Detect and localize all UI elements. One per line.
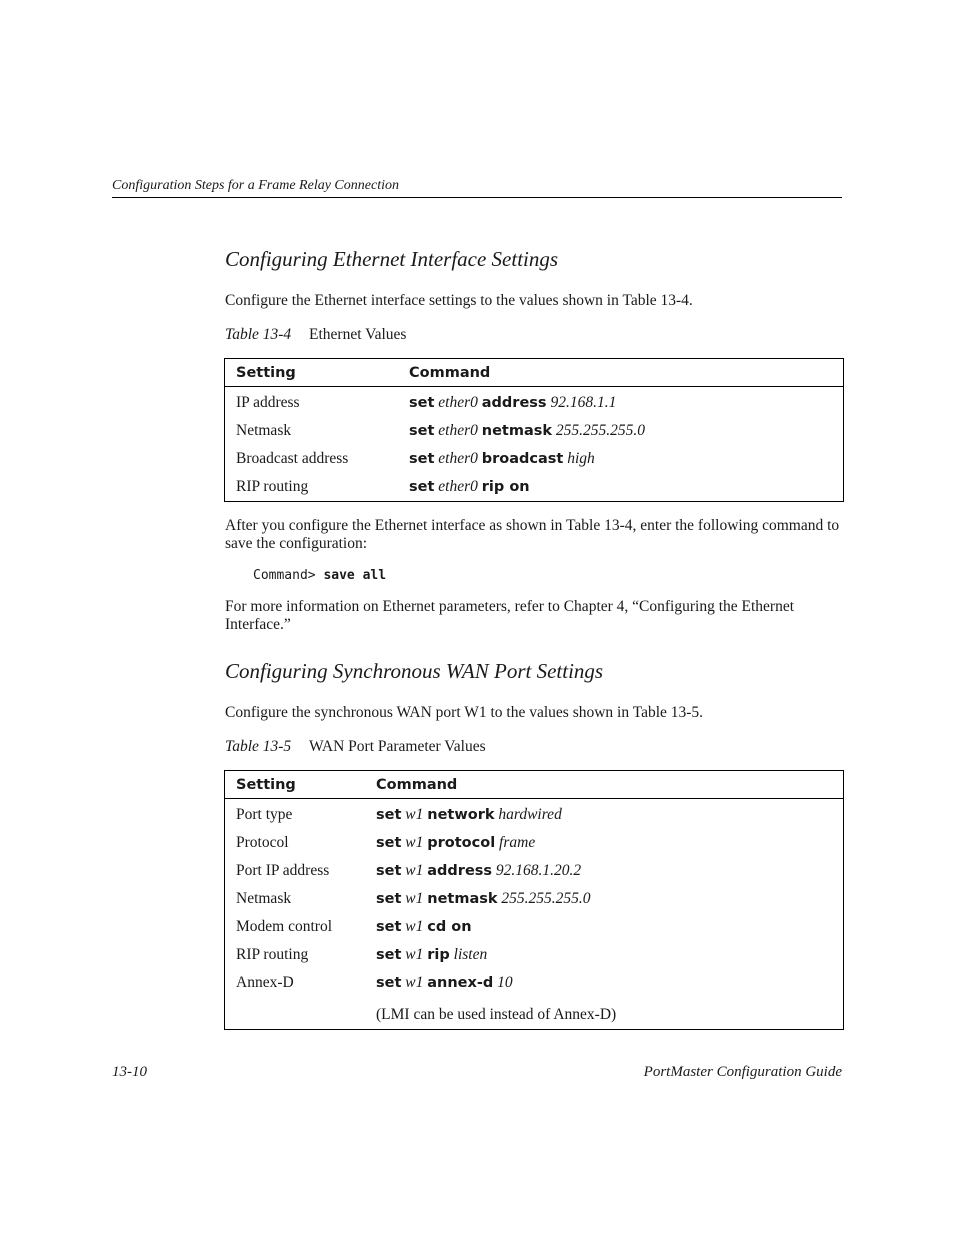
- command-verb: set: [409, 395, 435, 411]
- command-verb: set: [376, 891, 402, 907]
- command-verb: set: [376, 807, 402, 823]
- section-heading-wan: Configuring Synchronous WAN Port Settings: [225, 659, 604, 683]
- table-row: [225, 473, 844, 502]
- command-cell: [365, 885, 844, 913]
- table-row: [225, 885, 844, 913]
- interface-name: ether0: [438, 422, 478, 439]
- running-header: Configuration Steps for a Frame Relay Connection: [112, 178, 842, 198]
- wan-port-values-table: [224, 770, 844, 1030]
- table-caption-13-4: [225, 326, 406, 344]
- command-cell: [365, 969, 844, 997]
- table-caption-title: Ethernet Values: [309, 326, 407, 343]
- setting-cell: RIP routing: [236, 946, 309, 963]
- code-command: save all: [323, 568, 387, 583]
- table-header-row: [225, 771, 844, 799]
- interface-name: w1: [405, 806, 424, 823]
- command-verb: set: [376, 863, 402, 879]
- parameter-value: 10: [497, 974, 513, 991]
- command-cell: [365, 799, 844, 830]
- command-cell: [398, 473, 844, 502]
- code-prompt: Command>: [253, 568, 316, 583]
- setting-cell: Netmask: [236, 890, 292, 907]
- column-header-command: Command: [398, 359, 844, 387]
- column-header-setting: Setting: [225, 771, 366, 799]
- table-caption-13-5: [225, 738, 486, 756]
- parameter-value: 255.255.255.0: [555, 422, 646, 439]
- command-verb: set: [376, 947, 402, 963]
- table-caption-number: Table 13-4: [225, 326, 292, 343]
- parameter-keyword: netmask: [481, 423, 553, 439]
- command-verb: set: [409, 451, 435, 467]
- parameter-keyword: network: [427, 807, 495, 823]
- table-row: [225, 387, 844, 418]
- command-cell: [365, 941, 844, 969]
- interface-name: ether0: [438, 450, 478, 467]
- ethernet-values-table: [224, 358, 844, 502]
- command-verb: set: [409, 423, 435, 439]
- parameter-value: 92.168.1.20.2: [495, 862, 582, 879]
- after-config-paragraph: After you configure the Ethernet interface as shown in Table 13-4, enter the following command to save the configuration:: [225, 517, 840, 552]
- parameter-value: 92.168.1.1: [550, 394, 617, 411]
- interface-name: w1: [405, 974, 424, 991]
- parameter-value: frame: [499, 834, 536, 851]
- column-header-setting: Setting: [225, 359, 399, 387]
- column-header-command: Command: [365, 771, 844, 799]
- parameter-keyword: rip on: [481, 479, 530, 495]
- command-cell: [365, 829, 844, 857]
- more-info-paragraph: For more information on Ethernet parameters, refer to Chapter 4, “Configuring the Ethernet Interface.”: [225, 598, 795, 633]
- setting-cell: IP address: [236, 394, 300, 411]
- interface-name: w1: [405, 834, 424, 851]
- section-heading-ethernet: Configuring Ethernet Interface Settings: [225, 247, 559, 271]
- parameter-keyword: rip: [427, 947, 450, 963]
- code-example: [253, 568, 386, 583]
- command-verb: set: [376, 975, 402, 991]
- setting-cell: Annex-D: [236, 974, 294, 991]
- parameter-keyword: cd on: [427, 919, 472, 935]
- parameter-keyword: netmask: [427, 891, 498, 907]
- interface-name: ether0: [438, 394, 478, 411]
- parameter-value: hardwired: [498, 806, 562, 823]
- table-row: [225, 799, 844, 830]
- command-verb: set: [376, 919, 402, 935]
- setting-cell: Netmask: [236, 422, 292, 439]
- setting-cell: [225, 997, 366, 1030]
- table-note: (LMI can be used instead of Annex-D): [376, 1006, 617, 1023]
- setting-cell: Protocol: [236, 834, 289, 851]
- parameter-keyword: protocol: [427, 835, 496, 851]
- section-intro-ethernet: Configure the Ethernet interface settings to the values shown in Table 13-4.: [225, 292, 693, 309]
- command-cell: [398, 417, 844, 445]
- table-caption-number: Table 13-5: [225, 738, 292, 755]
- command-cell: [398, 445, 844, 473]
- book-title: PortMaster Configuration Guide: [643, 1064, 842, 1080]
- page-number: 13-10: [112, 1064, 147, 1080]
- parameter-keyword: annex-d: [427, 975, 494, 991]
- interface-name: w1: [405, 890, 424, 907]
- setting-cell: Port type: [236, 806, 293, 823]
- section-intro-wan: Configure the synchronous WAN port W1 to the values shown in Table 13-5.: [225, 704, 704, 721]
- parameter-value: 255.255.255.0: [501, 890, 591, 907]
- parameter-keyword: address: [481, 395, 547, 411]
- table-header-row: [225, 359, 844, 387]
- command-cell: [365, 857, 844, 885]
- setting-cell: Broadcast address: [236, 450, 349, 467]
- table-row: [225, 829, 844, 857]
- table-row: [225, 445, 844, 473]
- command-cell: [398, 387, 844, 418]
- table-row: [225, 969, 844, 997]
- parameter-keyword: broadcast: [481, 451, 564, 467]
- parameter-keyword: address: [427, 863, 493, 879]
- command-verb: set: [409, 479, 435, 495]
- parameter-value: high: [567, 450, 595, 467]
- table-row: [225, 941, 844, 969]
- command-cell: [365, 913, 844, 941]
- table-note-row: [225, 997, 844, 1030]
- interface-name: w1: [405, 918, 424, 935]
- interface-name: ether0: [438, 478, 478, 495]
- table-row: [225, 913, 844, 941]
- setting-cell: RIP routing: [236, 478, 309, 495]
- command-verb: set: [376, 835, 402, 851]
- setting-cell: Port IP address: [236, 862, 330, 879]
- table-row: [225, 857, 844, 885]
- interface-name: w1: [405, 946, 424, 963]
- setting-cell: Modem control: [236, 918, 332, 935]
- table-caption-title: WAN Port Parameter Values: [309, 738, 486, 755]
- table-row: [225, 417, 844, 445]
- interface-name: w1: [405, 862, 424, 879]
- parameter-value: listen: [453, 946, 488, 963]
